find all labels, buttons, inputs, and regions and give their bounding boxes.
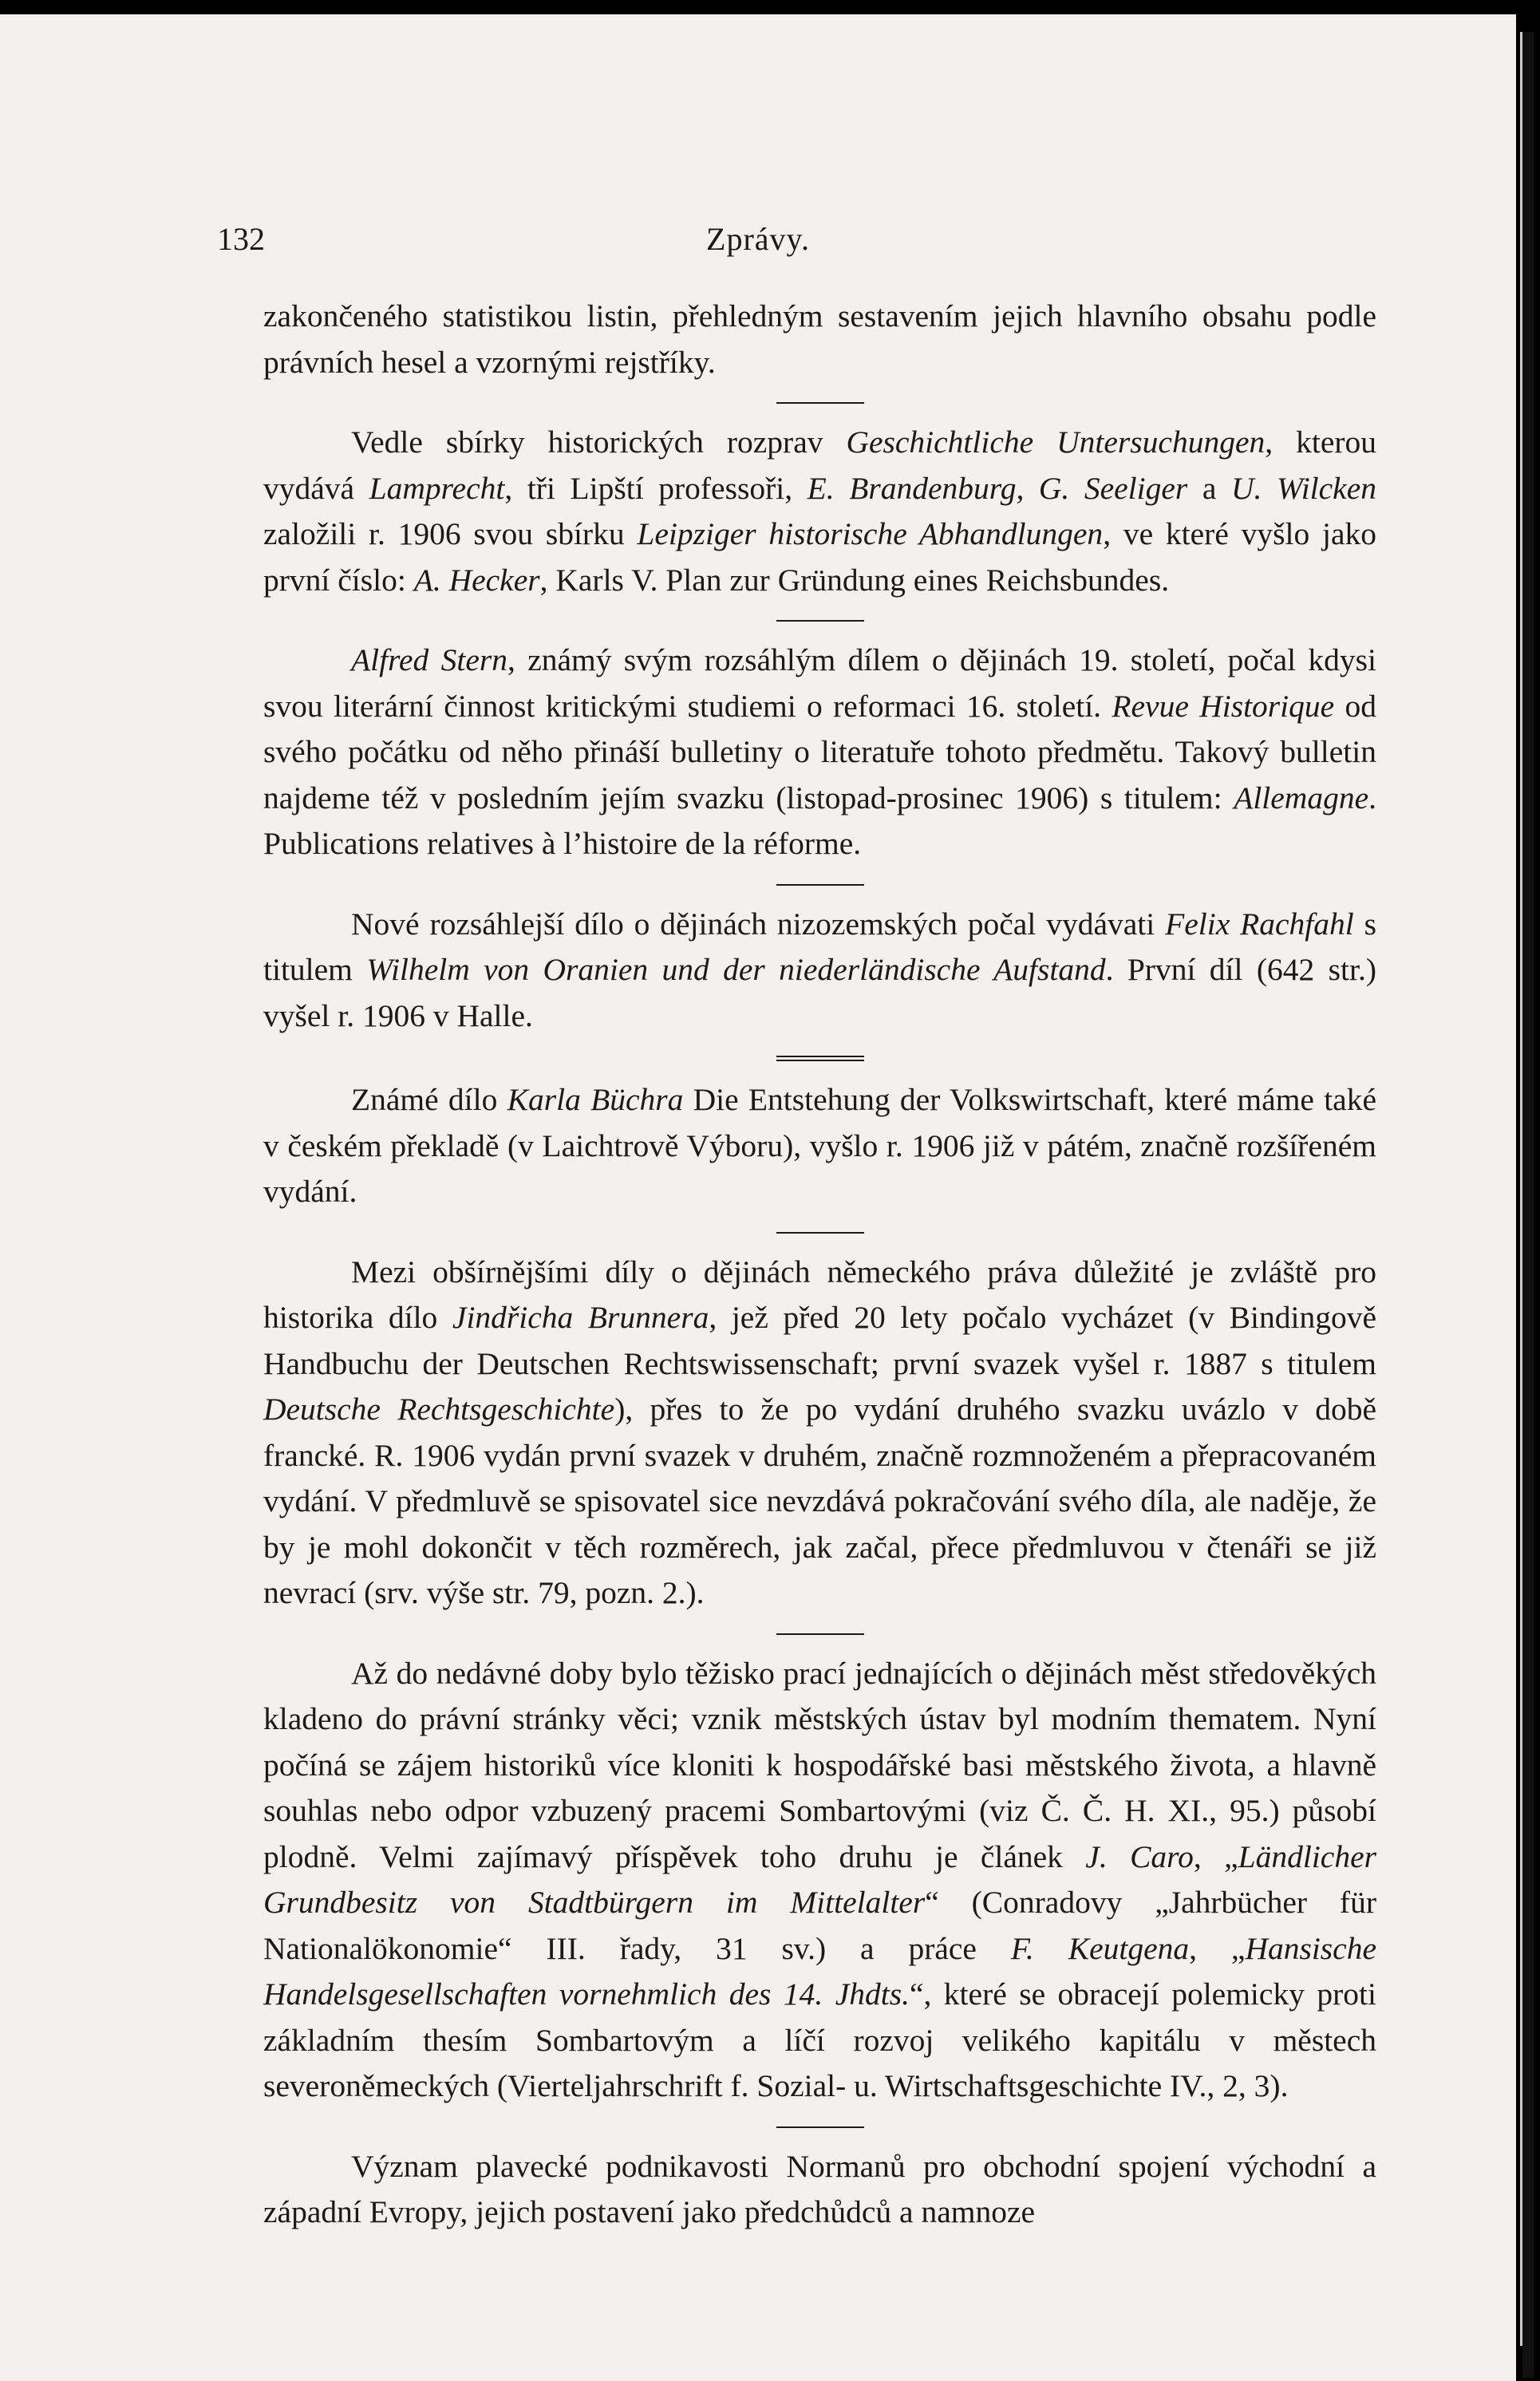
- section-divider: [776, 402, 864, 404]
- body-text: [263, 294, 1376, 2236]
- text-run: “, které se obracejí polemicky proti základním thesím Sombartovým a líčí rozvoj velikého kapitálu v městech severoněmeckých (Vierteljahrschrift f. Sozial- u. Wirtschaftsgeschichte IV., 2, 3).: [263, 1976, 1376, 2103]
- italic-run: Allemagne: [1234, 780, 1369, 815]
- text-run: zakončeného statistikou listin, přehledným sestavením jejich hlavního obsahu podle právních hesel a vzornými rejstříky.: [263, 298, 1376, 380]
- italic-run: Ländlicher Grundbesitz von Stadtbürgern im Mittelalter: [263, 1838, 1376, 1920]
- page-number: 132: [217, 221, 265, 257]
- paragraph: [263, 902, 1376, 1040]
- text-run: Až do nedávné doby bylo těžisko prací jednajících o dějinách měst středověkých kladeno do právní stránky věci; vznik městských ústav byl modním thematem. Nyní počíná se zájem historiků více kloniti k hospodářské basi městského života, a hlavně souhlas nebo odpor vzbuzený pracemi Sombartovými (viz Č. Č. H. XI., 95.) působí plodně. Velmi zajímavý příspěvek toho druhu je článek: [263, 1655, 1376, 1874]
- page-title: Zprávy.: [706, 221, 810, 257]
- text-run: založili r. 1906 svou sbírku: [263, 516, 638, 551]
- text-run: , známý svým rozsáhlým dílem o dějinách 19. století, počal kdysi svou literární činnost kritickými studiemi o reformaci 16. století.: [263, 642, 1376, 724]
- italic-run: U. Wilcken: [1231, 470, 1376, 506]
- section-divider: [776, 1232, 864, 1234]
- paragraph: [263, 1077, 1376, 1215]
- section-divider: [776, 1056, 864, 1061]
- italic-run: Karla Büchra: [507, 1082, 684, 1117]
- text-run: Vedle sbírky historických rozprav: [351, 424, 847, 460]
- text-run: , jež před 20 lety počalo vycházet (v Bindingově Handbuchu der Deutschen Rechtswissenschaft; první svazek vyšel r. 1887 s titulem: [263, 1300, 1376, 1381]
- text-run: Die Entstehung der Volkswirtschaft, které máme také v českém překladě (v Laichtrově Výboru), vyšlo r. 1906 již v pátém, značně rozšířeném vydání.: [263, 1082, 1376, 1209]
- text-run: , ve které vyšlo jako první číslo:: [263, 516, 1377, 598]
- scanned-page: [0, 14, 1516, 2381]
- paragraph: [263, 1651, 1376, 2110]
- text-run: od svého počátku od něho přináší bulletiny o literatuře tohoto předmětu. Takový bulletin najdeme též v posledním jejím svazku (listopad-prosinec 1906) s titulem:: [263, 688, 1377, 815]
- paragraph: [263, 2144, 1376, 2236]
- italic-run: E. Brandenburg, G. Seeliger: [807, 470, 1188, 506]
- section-divider: [776, 884, 864, 886]
- text-run: , tři Lipští professoři,: [504, 470, 808, 506]
- paragraph: [263, 294, 1376, 385]
- text-run: Nové rozsáhlejší dílo o dějinách nizozemských počal vydávati: [351, 906, 1166, 942]
- italic-run: Wilhelm von Oranien und der niederländische Aufstand: [366, 952, 1106, 987]
- italic-run: Deutsche Rechtsgeschichte: [263, 1392, 615, 1427]
- text-run: . První díl (642 str.) vyšel r. 1906 v Halle.: [263, 952, 1376, 1033]
- text-run: , kterou vydává: [263, 424, 1377, 506]
- paragraph: [263, 420, 1376, 603]
- italic-run: Jindřicha Brunnera: [452, 1300, 709, 1335]
- paragraph: [263, 1250, 1376, 1617]
- italic-run: Leipziger historische Abhandlungen: [637, 516, 1104, 551]
- text-run: . Publications relatives à l’histoire de la réforme.: [263, 780, 1376, 861]
- italic-run: A. Hecker: [413, 562, 540, 598]
- italic-run: Felix Rachfahl: [1165, 906, 1354, 942]
- italic-run: J. Caro: [1085, 1838, 1194, 1874]
- text-run: s titulem: [263, 906, 1376, 987]
- text-run: “ (Conradovy „Jahrbücher für Nationalökonomie“ III. řady, 31 sv.) a práce: [263, 1885, 1376, 1966]
- running-head: [0, 220, 1516, 260]
- section-divider: [776, 620, 864, 622]
- italic-run: Geschichtliche Untersuchungen: [846, 424, 1266, 460]
- italic-run: Hansische Handelsgesellschaften vornehmlich des 14. Jhdts.: [263, 1930, 1376, 2012]
- binding-edge: [1522, 32, 1534, 2378]
- text-run: , Karls V. Plan zur Gründung eines Reichsbundes.: [539, 562, 1170, 598]
- italic-run: Alfred Stern: [351, 642, 507, 677]
- text-run: , „: [1193, 1838, 1238, 1874]
- text-run: ), přes to že po vydání druhého svazku uvázlo v době francké. R. 1906 vydán první svazek v druhém, značně rozmnoženém a přepracovaném vydání. V předmluvě se spisovatel sice nevzdává pokračování svého díla, ale naděje, že by je mohl dokončit v těch rozměrech, jak začal, přece předmluvou v čtenáři se již nevrací (srv. výše str. 79, pozn. 2.).: [263, 1392, 1376, 1610]
- text-run: , „: [1189, 1930, 1246, 1966]
- text-run: Význam plavecké podnikavosti Normanů pro obchodní spojení východní a západní Evropy, jejich postavení jako předchůdců a namnoze: [263, 2148, 1376, 2229]
- italic-run: F. Keutgena: [1010, 1930, 1190, 1966]
- section-divider: [776, 1633, 864, 1635]
- text-run: a: [1187, 470, 1231, 506]
- paragraph: [263, 638, 1376, 867]
- text-run: Známé dílo: [351, 1082, 507, 1117]
- text-run: Mezi obšírnějšími díly o dějinách německého práva důležité je zvláště pro historika dílo: [263, 1254, 1376, 1335]
- italic-run: Lamprecht: [369, 470, 505, 506]
- section-divider: [776, 2126, 864, 2128]
- italic-run: Revue Historique: [1112, 688, 1335, 724]
